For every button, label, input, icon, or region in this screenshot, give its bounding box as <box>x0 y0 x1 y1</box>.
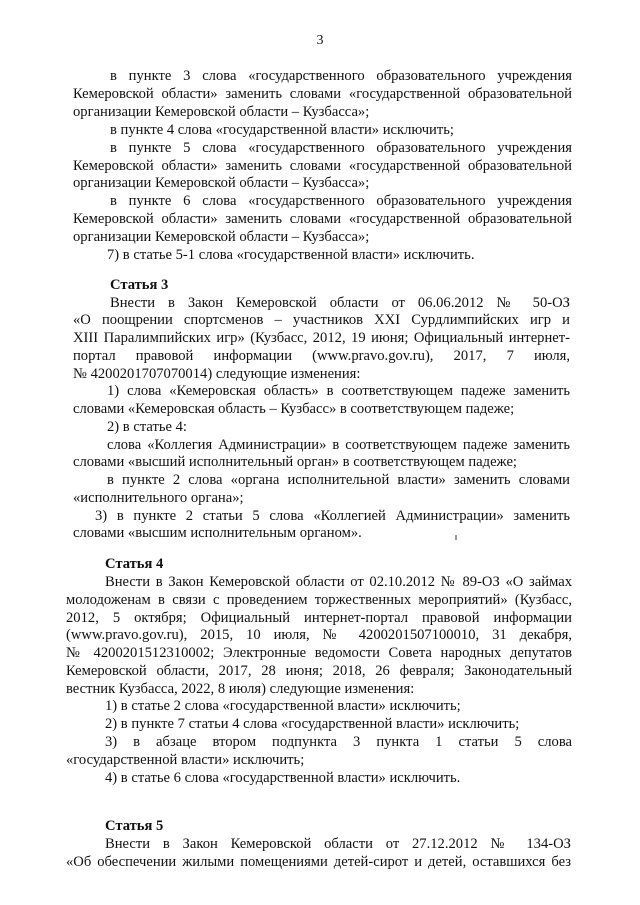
text-line: в пункте 5 слова «государственного образовательного учреждения <box>110 140 572 156</box>
text-line: «О поощрении спортсменов – участников XXI Сурдлимпийских игр и <box>73 312 570 328</box>
text-line: 7) в статье 5-1 слова «государственной власти» исключить. <box>107 247 475 263</box>
article-heading: Статья 4 <box>105 556 164 572</box>
text-line: Кемеровской области» заменить словами «государственной образовательной <box>73 86 572 102</box>
text-line: словами «Кемеровская область – Кузбасс» в соответствующем падеже; <box>73 401 515 417</box>
page-number: 3 <box>316 33 324 48</box>
text-line: 1) слова «Кемеровская область» в соответствующем падеже заменить <box>107 383 570 399</box>
text-line: в пункте 3 слова «государственного образовательного учреждения <box>110 68 572 84</box>
text-line: словами «высший исполнительный орган» в соответствующем падеже; <box>73 454 517 470</box>
text-line: молодоженам в связи с проведением торжественных мероприятий» (Кузбасс, <box>66 592 572 608</box>
text-line: вестник Кузбасса, 2022, 8 июля) следующие изменения: <box>66 681 415 697</box>
text-line: Кемеровской области, 2017, 28 июня; 2018, 26 февраля; Законодательный <box>66 663 572 679</box>
text-line: № 4200201707070014) следующие изменения: <box>73 366 361 382</box>
text-line: 4) в статье 6 слова «государственной власти» исключить. <box>105 770 461 786</box>
scan-artifact <box>455 535 457 540</box>
text-line: в пункте 2 слова «органа исполнительной власти» заменить словами <box>107 472 570 488</box>
text-line: 3) в пункте 2 статьи 5 слова «Коллегией Администрации» заменить <box>95 508 570 524</box>
text-line: 2) в статье 4: <box>107 419 187 435</box>
text-line: «исполнительного органа»; <box>73 490 244 506</box>
text-line: 3) в абзаце втором подпункта 3 пункта 1 статьи 5 слова <box>105 734 572 750</box>
article-heading: Статья 3 <box>110 277 169 293</box>
text-line: 2) в пункте 7 статьи 4 слова «государственной власти» исключить; <box>105 716 520 732</box>
text-line: Внести в Закон Кемеровской области от 02.10.2012 № 89-ОЗ «О займах <box>105 574 572 590</box>
text-line: XIII Паралимпийских игр» (Кузбасс, 2012, 19 июня; Официальный интернет- <box>73 330 570 346</box>
text-line: в пункте 4 слова «государственной власти» исключить; <box>110 122 454 138</box>
article-heading: Статья 5 <box>105 818 164 834</box>
text-line: организации Кемеровской области – Кузбасса»; <box>73 229 370 245</box>
text-line: «Об обеспечении жилыми помещениями детей-сирот и детей, оставшихся без <box>66 854 571 870</box>
text-line: Внести в Закон Кемеровской области от 06.06.2012 № 50-ОЗ <box>110 295 570 311</box>
text-line: организации Кемеровской области – Кузбасса»; <box>73 175 370 191</box>
text-line: портал правовой информации (www.pravo.gov.ru), 2017, 7 июля, <box>73 348 570 364</box>
text-line: (www.pravo.gov.ru), 2015, 10 июля, № 4200201507100010, 31 декабря, <box>66 627 572 643</box>
text-line: словами «высшим исполнительным органом». <box>73 525 362 541</box>
text-line: слова «Коллегия Администрации» в соответствующем падеже заменить <box>107 437 570 453</box>
text-line: «государственной власти» исключить; <box>66 752 305 768</box>
text-line: организации Кемеровской области – Кузбасса»; <box>73 104 370 120</box>
text-line: Кемеровской области» заменить словами «государственной образовательной <box>73 211 572 227</box>
text-line: № 4200201512310002; Электронные ведомости Совета народных депутатов <box>66 645 572 661</box>
text-line: в пункте 6 слова «государственного образовательного учреждения <box>110 193 572 209</box>
text-line: Кемеровской области» заменить словами «государственной образовательной <box>73 158 572 174</box>
text-line: 2012, 5 октября; Официальный интернет-портал правовой информации <box>66 610 572 626</box>
text-line: 1) в статье 2 слова «государственной власти» исключить; <box>105 698 461 714</box>
text-line: Внести в Закон Кемеровской области от 27.12.2012 № 134-ОЗ <box>105 836 571 852</box>
